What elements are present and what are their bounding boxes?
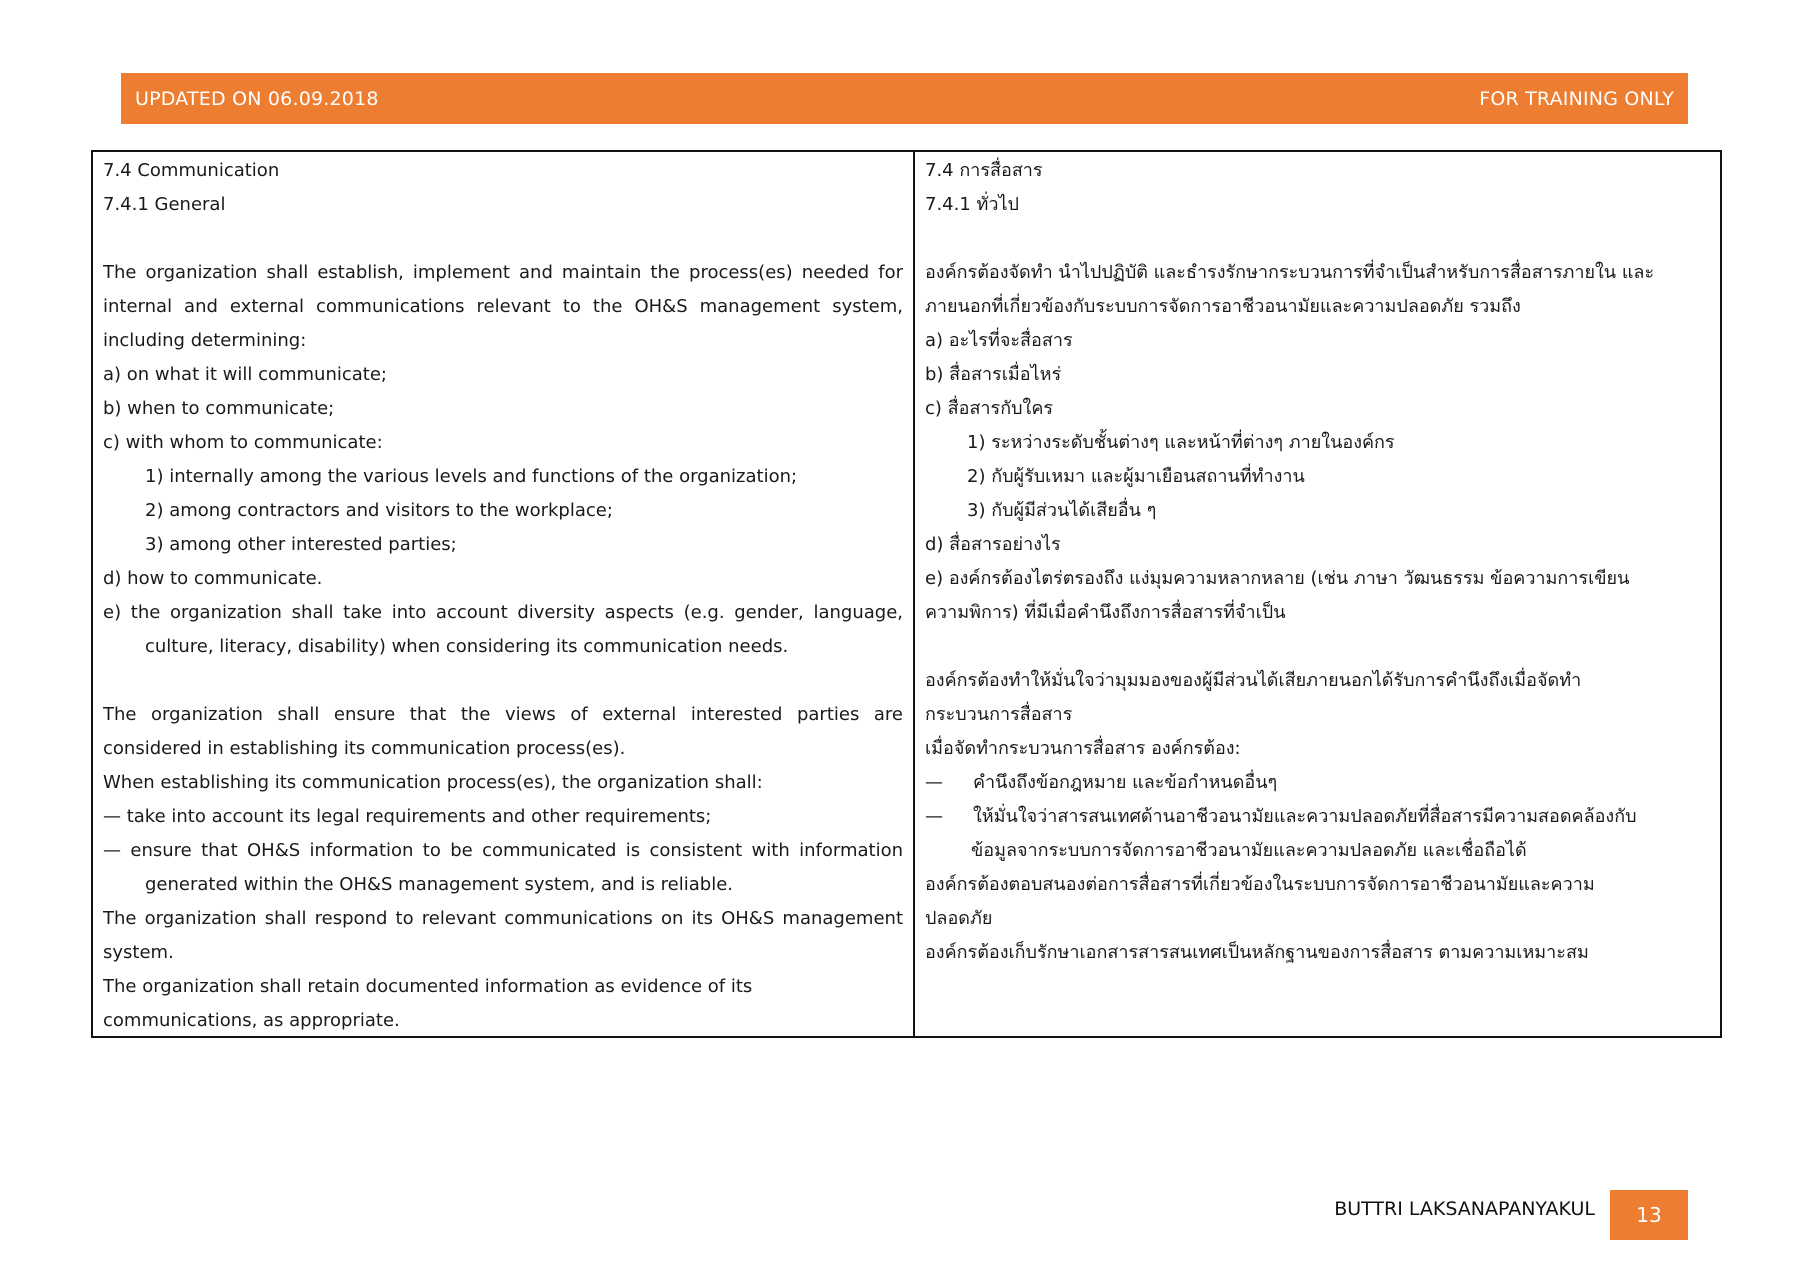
- text-line: [925, 936, 1710, 970]
- line-text: — take into account its legal requirements and other requirements;: [103, 806, 712, 827]
- text-line: [925, 290, 1710, 324]
- line-text: culture, literacy, disability) when considering its communication needs.: [145, 636, 789, 657]
- line-text: เมื่อจัดทำกระบวนการสื่อสาร องค์กรต้อง:: [925, 738, 1241, 759]
- line-text: ให้มั่นใจว่าสารสนเทศด้านอาชีวอนามัยและความปลอดภัยที่สื่อสารมีความสอดคล้องกับ: [973, 806, 1637, 827]
- text-line: [925, 766, 1710, 800]
- text-line: [103, 562, 903, 596]
- text-line: [103, 936, 903, 970]
- text-line: [103, 154, 903, 188]
- text-line: [103, 256, 903, 290]
- dash-bullet: —: [925, 772, 943, 793]
- blank-line: [103, 664, 903, 698]
- line-text: d) how to communicate.: [103, 568, 323, 589]
- line-text: ปลอดภัย: [925, 908, 993, 929]
- text-line: [925, 460, 1710, 494]
- line-text: 1) ระหว่างระดับชั้นต่างๆ และหน้าที่ต่างๆ ภายในองค์กร: [967, 432, 1395, 453]
- line-text: The organization shall establish, implement and maintain the process(es) needed for: [103, 262, 903, 283]
- line-text: generated within the OH&S management system, and is reliable.: [145, 874, 733, 895]
- text-line: [925, 562, 1710, 596]
- bilingual-table: [91, 150, 1722, 1038]
- line-text: องค์กรต้องทำให้มั่นใจว่ามุมมองของผู้มีส่วนได้เสียภายนอกได้รับการคำนึงถึงเมื่อจัดทำ: [925, 670, 1582, 691]
- text-line: [103, 188, 903, 222]
- line-text: 7.4 Communication: [103, 160, 280, 181]
- blank-line: [925, 630, 1710, 664]
- training-notice: FOR TRAINING ONLY: [1479, 87, 1674, 110]
- line-text: 7.4 การสื่อสาร: [925, 160, 1043, 181]
- text-line: [925, 154, 1710, 188]
- text-line: [103, 324, 903, 358]
- text-line: [925, 188, 1710, 222]
- line-text: องค์กรต้องตอบสนองต่อการสื่อสารที่เกี่ยวข้องในระบบการจัดการอาชีวอนามัยและความ: [925, 874, 1595, 895]
- line-text: 1) internally among the various levels and functions of the organization;: [145, 466, 798, 487]
- english-column: [93, 152, 915, 1036]
- line-text: system.: [103, 942, 174, 963]
- text-line: [925, 528, 1710, 562]
- text-line: [103, 528, 903, 562]
- line-text: องค์กรต้องจัดทำ นำไปปฏิบัติ และธำรงรักษากระบวนการที่จำเป็นสำหรับการสื่อสารภายใน และ: [925, 262, 1655, 283]
- text-line: [103, 596, 903, 630]
- line-text: a) on what it will communicate;: [103, 364, 388, 385]
- text-line: [925, 392, 1710, 426]
- line-text: กระบวนการสื่อสาร: [925, 704, 1073, 725]
- line-text: ความพิการ) ที่มีเมื่อคำนึงถึงการสื่อสารที่จำเป็น: [925, 602, 1286, 623]
- text-line: [925, 902, 1710, 936]
- text-line: [925, 596, 1710, 630]
- text-line: [925, 358, 1710, 392]
- updated-date: UPDATED ON 06.09.2018: [135, 87, 379, 110]
- line-text: 7.4.1 General: [103, 194, 226, 215]
- line-text: ข้อมูลจากระบบการจัดการอาชีวอนามัยและความปลอดภัย และเชื่อถือได้: [971, 840, 1527, 861]
- line-text: 3) กับผู้มีส่วนได้เสียอื่น ๆ: [967, 500, 1157, 521]
- line-text: — ensure that OH&S information to be communicated is consistent with information: [103, 840, 903, 861]
- text-line: [103, 460, 903, 494]
- text-line: [925, 426, 1710, 460]
- text-line: [103, 970, 903, 1004]
- author-name: BUTTRI LAKSANAPANYAKUL: [1334, 1198, 1595, 1220]
- text-line: [103, 800, 903, 834]
- text-line: [103, 630, 903, 664]
- text-line: [103, 732, 903, 766]
- line-text: ภายนอกที่เกี่ยวข้องกับระบบการจัดการอาชีวอนามัยและความปลอดภัย รวมถึง: [925, 296, 1521, 317]
- text-line: [103, 426, 903, 460]
- line-text: d) สื่อสารอย่างไร: [925, 534, 1061, 555]
- line-text: 3) among other interested parties;: [145, 534, 457, 555]
- text-line: [103, 494, 903, 528]
- line-text: including determining:: [103, 330, 307, 351]
- line-text: internal and external communications relevant to the OH&S management system,: [103, 296, 903, 317]
- text-line: [925, 732, 1710, 766]
- text-line: [925, 324, 1710, 358]
- blank-line: [103, 222, 903, 256]
- line-text: communications, as appropriate.: [103, 1010, 400, 1031]
- text-line: [103, 902, 903, 936]
- line-text: The organization shall respond to relevant communications on its OH&S management: [103, 908, 903, 929]
- line-text: c) สื่อสารกับใคร: [925, 398, 1054, 419]
- text-line: [103, 290, 903, 324]
- line-text: e) the organization shall take into account diversity aspects (e.g. gender, language,: [103, 602, 903, 623]
- line-text: b) สื่อสารเมื่อไหร่: [925, 364, 1062, 385]
- text-line: [925, 868, 1710, 902]
- line-text: 2) among contractors and visitors to the workplace;: [145, 500, 613, 521]
- line-text: 2) กับผู้รับเหมา และผู้มาเยือนสถานที่ทำงาน: [967, 466, 1305, 487]
- header-banner: [121, 73, 1688, 124]
- line-text: 7.4.1 ทั่วไป: [925, 194, 1019, 215]
- text-line: [103, 868, 903, 902]
- text-line: [925, 256, 1710, 290]
- dash-bullet: —: [925, 806, 943, 827]
- text-line: [925, 698, 1710, 732]
- text-line: [925, 834, 1710, 868]
- line-text: องค์กรต้องเก็บรักษาเอกสารสารสนเทศเป็นหลักฐานของการสื่อสาร ตามความเหมาะสม: [925, 942, 1589, 963]
- line-text: b) when to communicate;: [103, 398, 335, 419]
- text-line: [103, 358, 903, 392]
- blank-line: [925, 222, 1710, 256]
- line-text: e) องค์กรต้องไตร่ตรองถึง แง่มุมความหลากหลาย (เช่น ภาษา วัฒนธรรม ข้อความการเขียน: [925, 568, 1630, 589]
- text-line: [925, 800, 1710, 834]
- text-line: [103, 834, 903, 868]
- text-line: [103, 698, 903, 732]
- line-text: c) with whom to communicate:: [103, 432, 383, 453]
- line-text: a) อะไรที่จะสื่อสาร: [925, 330, 1073, 351]
- text-line: [103, 766, 903, 800]
- line-text: The organization shall retain documented information as evidence of its: [103, 976, 753, 997]
- text-line: [925, 664, 1710, 698]
- text-line: [925, 494, 1710, 528]
- text-line: [103, 392, 903, 426]
- line-text: The organization shall ensure that the views of external interested parties are: [103, 704, 903, 725]
- page-number: 13: [1610, 1190, 1688, 1240]
- text-line: [103, 1004, 903, 1038]
- line-text: considered in establishing its communication process(es).: [103, 738, 626, 759]
- line-text: คำนึงถึงข้อกฎหมาย และข้อกำหนดอื่นๆ: [973, 772, 1278, 793]
- line-text: When establishing its communication process(es), the organization shall:: [103, 772, 763, 793]
- thai-column: [915, 152, 1720, 1036]
